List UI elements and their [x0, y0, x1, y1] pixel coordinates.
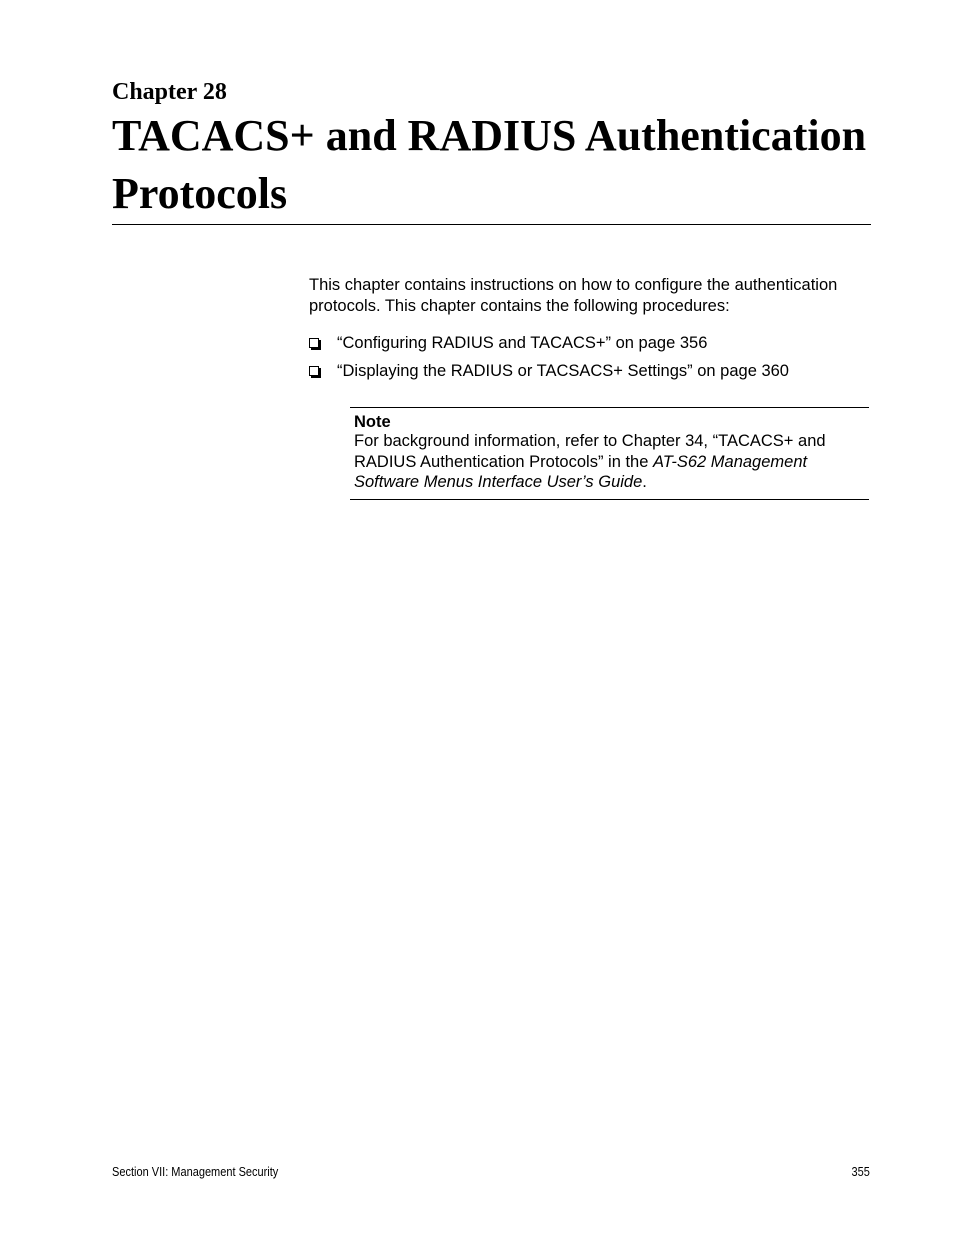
- note-text-end: .: [642, 473, 647, 491]
- procedure-link-configuring[interactable]: “Configuring RADIUS and TACACS+” on page 356: [337, 334, 708, 352]
- checkbox-icon: [309, 366, 319, 376]
- list-item: [309, 361, 869, 389]
- procedure-link-displaying[interactable]: “Displaying the RADIUS or TACSACS+ Settings” on page 360: [337, 362, 789, 380]
- note-body: [354, 431, 864, 493]
- chapter-label: Chapter 28: [112, 79, 227, 105]
- footer-section: Section VII: Management Security: [112, 1165, 279, 1179]
- note-text: For background information, refer to Chapter 34, “TACACS+ and RADIUS Authentication Protocols” in the: [354, 432, 826, 471]
- chapter-title: TACACS+ and RADIUS Authentication Protocols: [112, 111, 867, 218]
- intro-paragraph: This chapter contains instructions on how to configure the authentication protocols. This chapter contains the following procedures:: [309, 276, 838, 315]
- title-divider: [112, 224, 871, 225]
- procedure-list: [309, 333, 869, 389]
- checkbox-icon: [309, 338, 319, 348]
- footer-page-number: 355: [851, 1165, 870, 1179]
- list-item: [309, 333, 869, 361]
- guide-title: AT-S62 Management Software Menus Interface User’s Guide: [354, 452, 808, 491]
- note-box: [350, 407, 869, 500]
- note-heading: Note: [354, 413, 391, 431]
